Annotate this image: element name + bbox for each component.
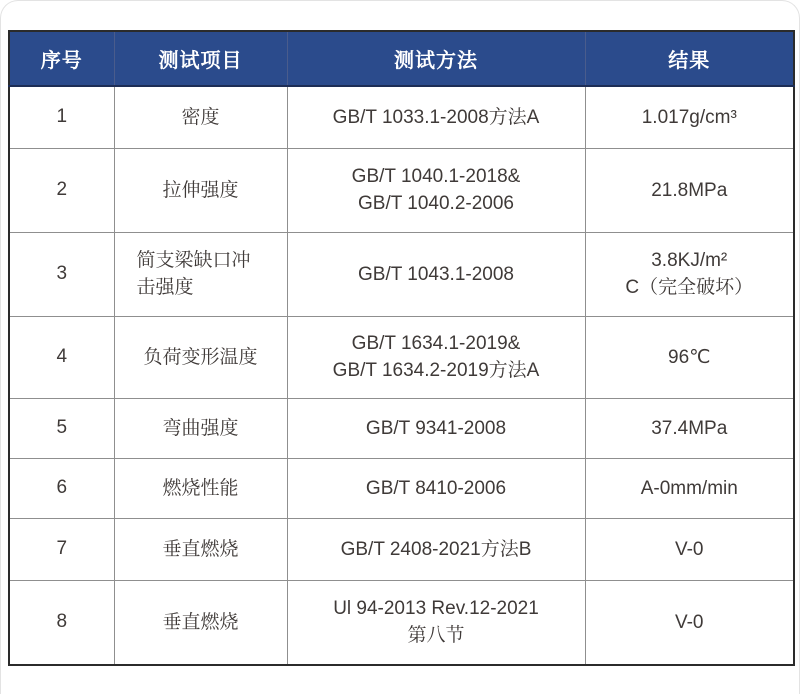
cell-index: 7 xyxy=(9,518,114,580)
cell-item: 垂直燃烧 xyxy=(114,518,287,580)
cell-result: 3.8KJ/m² C（完全破坏） xyxy=(585,232,794,316)
cell-index: 5 xyxy=(9,398,114,458)
cell-result: V-0 xyxy=(585,518,794,580)
cell-method: Ul 94-2013 Rev.12-2021 第八节 xyxy=(287,580,585,665)
col-header-item: 测试项目 xyxy=(114,31,287,86)
table-row xyxy=(9,398,794,458)
cell-result: 96℃ xyxy=(585,316,794,398)
cell-result: 1.017g/cm³ xyxy=(585,86,794,148)
cell-method: GB/T 1033.1-2008方法A xyxy=(287,86,585,148)
cell-result: V-0 xyxy=(585,580,794,665)
table-row xyxy=(9,580,794,665)
table-row xyxy=(9,458,794,518)
table-row xyxy=(9,86,794,148)
cell-index: 3 xyxy=(9,232,114,316)
table-row xyxy=(9,232,794,316)
cell-item: 垂直燃烧 xyxy=(114,580,287,665)
cell-item: 密度 xyxy=(114,86,287,148)
cell-index: 8 xyxy=(9,580,114,665)
cell-index: 4 xyxy=(9,316,114,398)
cell-item: 弯曲强度 xyxy=(114,398,287,458)
cell-result: 21.8MPa xyxy=(585,148,794,232)
col-header-result: 结果 xyxy=(585,31,794,86)
cell-result: 37.4MPa xyxy=(585,398,794,458)
cell-index: 2 xyxy=(9,148,114,232)
cell-item: 燃烧性能 xyxy=(114,458,287,518)
cell-method: GB/T 1040.1-2018& GB/T 1040.2-2006 xyxy=(287,148,585,232)
test-results-table xyxy=(8,30,795,666)
cell-result: A-0mm/min xyxy=(585,458,794,518)
cell-method: GB/T 9341-2008 xyxy=(287,398,585,458)
table-row xyxy=(9,148,794,232)
col-header-method: 测试方法 xyxy=(287,31,585,86)
col-header-index: 序号 xyxy=(9,31,114,86)
cell-method: GB/T 8410-2006 xyxy=(287,458,585,518)
cell-method: GB/T 1634.1-2019& GB/T 1634.2-2019方法A xyxy=(287,316,585,398)
table-row xyxy=(9,518,794,580)
cell-item: 负荷变形温度 xyxy=(114,316,287,398)
cell-item: 拉伸强度 xyxy=(114,148,287,232)
cell-method: GB/T 2408-2021方法B xyxy=(287,518,585,580)
table-row xyxy=(9,316,794,398)
cell-item: 简支梁缺口冲击强度 xyxy=(114,232,287,316)
cell-method: GB/T 1043.1-2008 xyxy=(287,232,585,316)
table-header-row xyxy=(9,31,794,86)
cell-index: 1 xyxy=(9,86,114,148)
cell-index: 6 xyxy=(9,458,114,518)
